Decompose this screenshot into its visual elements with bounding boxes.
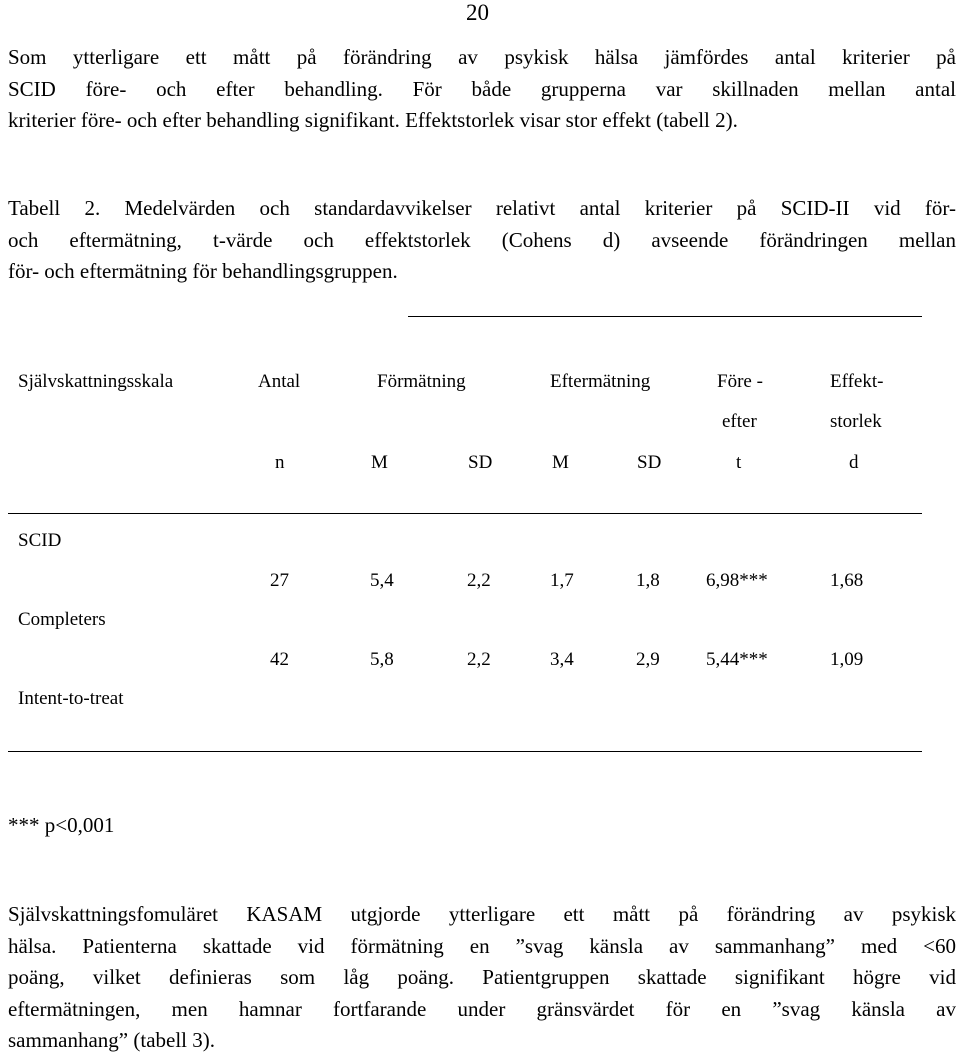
table-header-rule — [8, 513, 922, 514]
header-m-pre: M — [371, 452, 388, 473]
row-label-itt: Intent-to-treat — [18, 688, 124, 709]
caption-line: för- och eftermätning för behandlingsgruppen. — [8, 259, 398, 283]
header-fore: Före - — [717, 371, 763, 392]
table-cell: 1,68 — [830, 570, 864, 591]
table-cell: 2,2 — [467, 649, 491, 670]
closing-line: hälsa. Patienterna skattade vid förmätning en ”svag känsla av sammanhang” med <60 — [8, 933, 956, 958]
caption-line: Tabell 2. Medelvärden och standardavvikelser relativt antal kriterier på SCID-II vid för- — [8, 196, 956, 220]
header-effekt: Effekt- — [830, 371, 884, 392]
header-t: t — [736, 452, 742, 473]
header-d: d — [849, 452, 859, 473]
header-sd-pre: SD — [468, 452, 493, 473]
header-efter: efter — [722, 411, 757, 432]
table-cell: 5,44*** — [706, 649, 768, 670]
table-caption — [8, 193, 956, 288]
closing-line: sammanhang” (tabell 3). — [8, 1028, 216, 1052]
table-cell: 5,8 — [370, 649, 394, 670]
intro-line: Som ytterligare ett mått på förändring av psykisk hälsa jämfördes antal kriterier på — [8, 45, 956, 69]
table-cell: 1,09 — [830, 649, 864, 670]
header-sd-post: SD — [637, 452, 662, 473]
table-cell: 6,98*** — [706, 570, 768, 591]
intro-line: kriterier före- och efter behandling signifikant. Effektstorlek visar stor effekt (tabell 2). — [8, 108, 738, 132]
table-cell: 42 — [270, 649, 289, 670]
table-bottom-rule — [8, 751, 922, 752]
table-cell: 27 — [270, 570, 289, 591]
row-label-scid: SCID — [18, 530, 62, 551]
footnote: *** p<0,001 — [8, 813, 115, 837]
table-cell: 2,9 — [636, 649, 660, 670]
intro-paragraph — [8, 42, 956, 137]
row-label-completers: Completers — [18, 609, 106, 630]
table-cell: 3,4 — [550, 649, 574, 670]
header-scale: Självskattningsskala — [18, 371, 174, 392]
header-m-post: M — [552, 452, 569, 473]
table-cell: 1,8 — [636, 570, 660, 591]
table-cell: 2,2 — [467, 570, 491, 591]
header-storlek: storlek — [830, 411, 882, 432]
table-cell: 5,4 — [370, 570, 394, 591]
intro-line: SCID före- och efter behandling. För både grupperna var skillnaden mellan antal — [8, 76, 956, 101]
caption-line: och eftermätning, t-värde och effektstorlek (Cohens d) avseende förändringen mellan — [8, 227, 956, 252]
closing-line: poäng, vilket definieras som låg poäng. Patientgruppen skattade signifikant högre vid — [8, 965, 956, 989]
table-top-rule — [408, 316, 922, 317]
header-antal: Antal — [258, 371, 301, 392]
header-formatning: Förmätning — [377, 371, 466, 392]
closing-line: Självskattningsfomuläret KASAM utgjorde ytterligare ett mått på förändring av psykisk — [8, 902, 956, 926]
header-n: n — [275, 452, 285, 473]
table-cell: 1,7 — [550, 570, 574, 591]
header-eftermatning: Eftermätning — [550, 371, 651, 392]
page-number: 20 — [466, 0, 489, 25]
closing-line: eftermätningen, men hamnar fortfarande under gränsvärdet för en ”svag känsla av — [8, 996, 956, 1021]
closing-paragraph — [8, 899, 956, 1057]
